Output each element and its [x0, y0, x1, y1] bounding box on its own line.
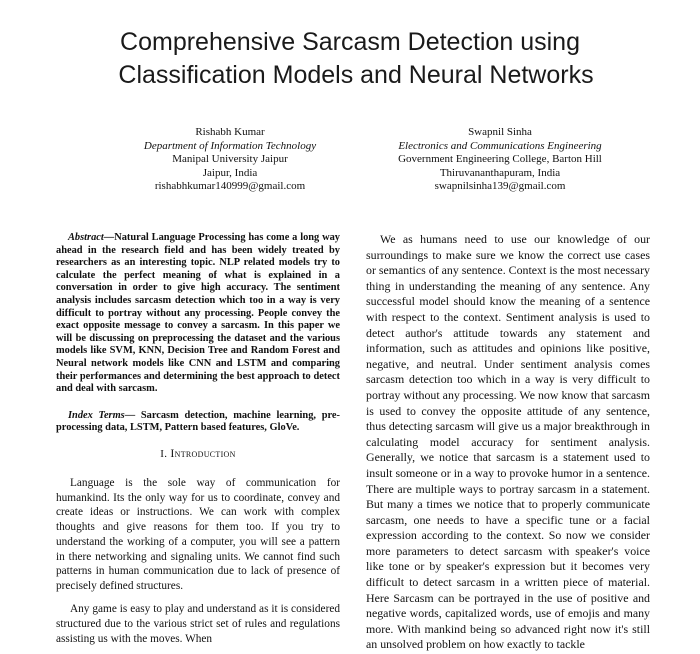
author-email: rishabhkumar140999@gmail.com [154, 180, 306, 193]
title-line-2: Classification Models and Neural Networks [118, 61, 594, 89]
left-column [56, 232, 340, 654]
author-institution: Government Engineering College, Barton Hill [398, 153, 602, 166]
body-paragraph: Any game is easy to play and understand as it is considered structured due to the various strict set of rules and regulations assisting us with the moves. When [56, 603, 340, 645]
section-heading [56, 446, 340, 462]
index-terms [56, 410, 340, 435]
abstract-label: Abstract [68, 232, 104, 243]
index-terms-text: — Sarcasm detection, machine learning, pre-processing data, LSTM, Pattern based features, GloVe. [56, 409, 340, 434]
body-paragraph: Language is the sole way of communication for humankind. Its the only way for us to coordinate, convey and create ideas or instructions. We can work with complex thoughts and give reasons for them too. If you try to understand the working of a computer, you will see a pattern in there networking and signaling units. We cannot find such patterns in human communication due to lack of presence of precisely defined structures. [56, 476, 340, 593]
author-block-1 [95, 126, 365, 194]
author-institution: Manipal University Jaipur [172, 153, 288, 166]
index-terms-label: Index Terms [68, 409, 125, 421]
paper-title [0, 26, 700, 92]
title-line-1: Comprehensive Sarcasm Detection using [120, 28, 580, 56]
section-title: Introduction [170, 445, 236, 460]
abstract-text: —Natural Language Processing has come a long way ahead in the research field and has been widely treated by researchers as an interesting topic. NLP related models try to calculate the perfect meaning of what is explained in a conversation in order to give high accuracy. The sentiment analysis includes sarcasm detection which too in a way is very difficult to portray without any processing. People convey the exact opposite message to convey a sarcasm. In this paper we will be discussing on preprocessing the dataset and the various models like SVM, KNN, Decision Tree and Random Forest and Neural network models like CNN and LSTM and comparing their performances and determining the best approach to detect and deal with sarcasm. [56, 232, 340, 395]
right-column [366, 232, 650, 653]
author-location: Jaipur, India [202, 166, 258, 179]
section-number: I. [160, 447, 168, 460]
author-location: Thiruvananthapuram, India [439, 166, 561, 179]
author-name: Rishabh Kumar [195, 126, 265, 138]
body-paragraph: We as humans need to use our knowledge of our surroundings to make sure we know the correct use cases or semantics of any sentence. Context is the most necessary thing in understanding the meaning of any sentence. Any successful model should know the meaning of a sentence with respect to the context. Sentiment analysis is used to detect author's attitude towards any statement and information, such as attitudes and opinions like positive, negative, and neutral. Under sentiment analysis comes sarcasm detection too which in a way is very difficult to portray without any processing. We now know that sarcasm is used to convey the opposite attitude of any sentence, thus detecting sarcasm will give us a major breakthrough in calculating model accuracy for sentiment analysis. Generally, we notice that sarcasm is a statement used to insult someone or in a way to provoke humor in a sentence. There are multiple ways to portray sarcasm in a statement. But many a times we notice that to properly communicate sarcasm, one needs to have a specific tune or a facial expression according to the context. So now we consider more parameters to detect sarcasm with speaker's voice like tone or by speaker's expression but it becomes very difficult to detect sarcasm in a written piece of material. Here Sarcasm can be portrayed in the use of positive and negative words, capitalized words, use of emojis and many more. With mankind being so advanced right now it's still an unsolved problem on how exactly to tackle [366, 232, 650, 652]
author-name: Swapnil Sinha [468, 126, 532, 138]
author-block-2 [365, 126, 635, 194]
abstract [56, 232, 340, 396]
author-department: Department of Information Technology [143, 139, 317, 152]
author-department: Electronics and Communications Engineering [398, 139, 602, 152]
author-email: swapnilsinha139@gmail.com [434, 180, 566, 193]
